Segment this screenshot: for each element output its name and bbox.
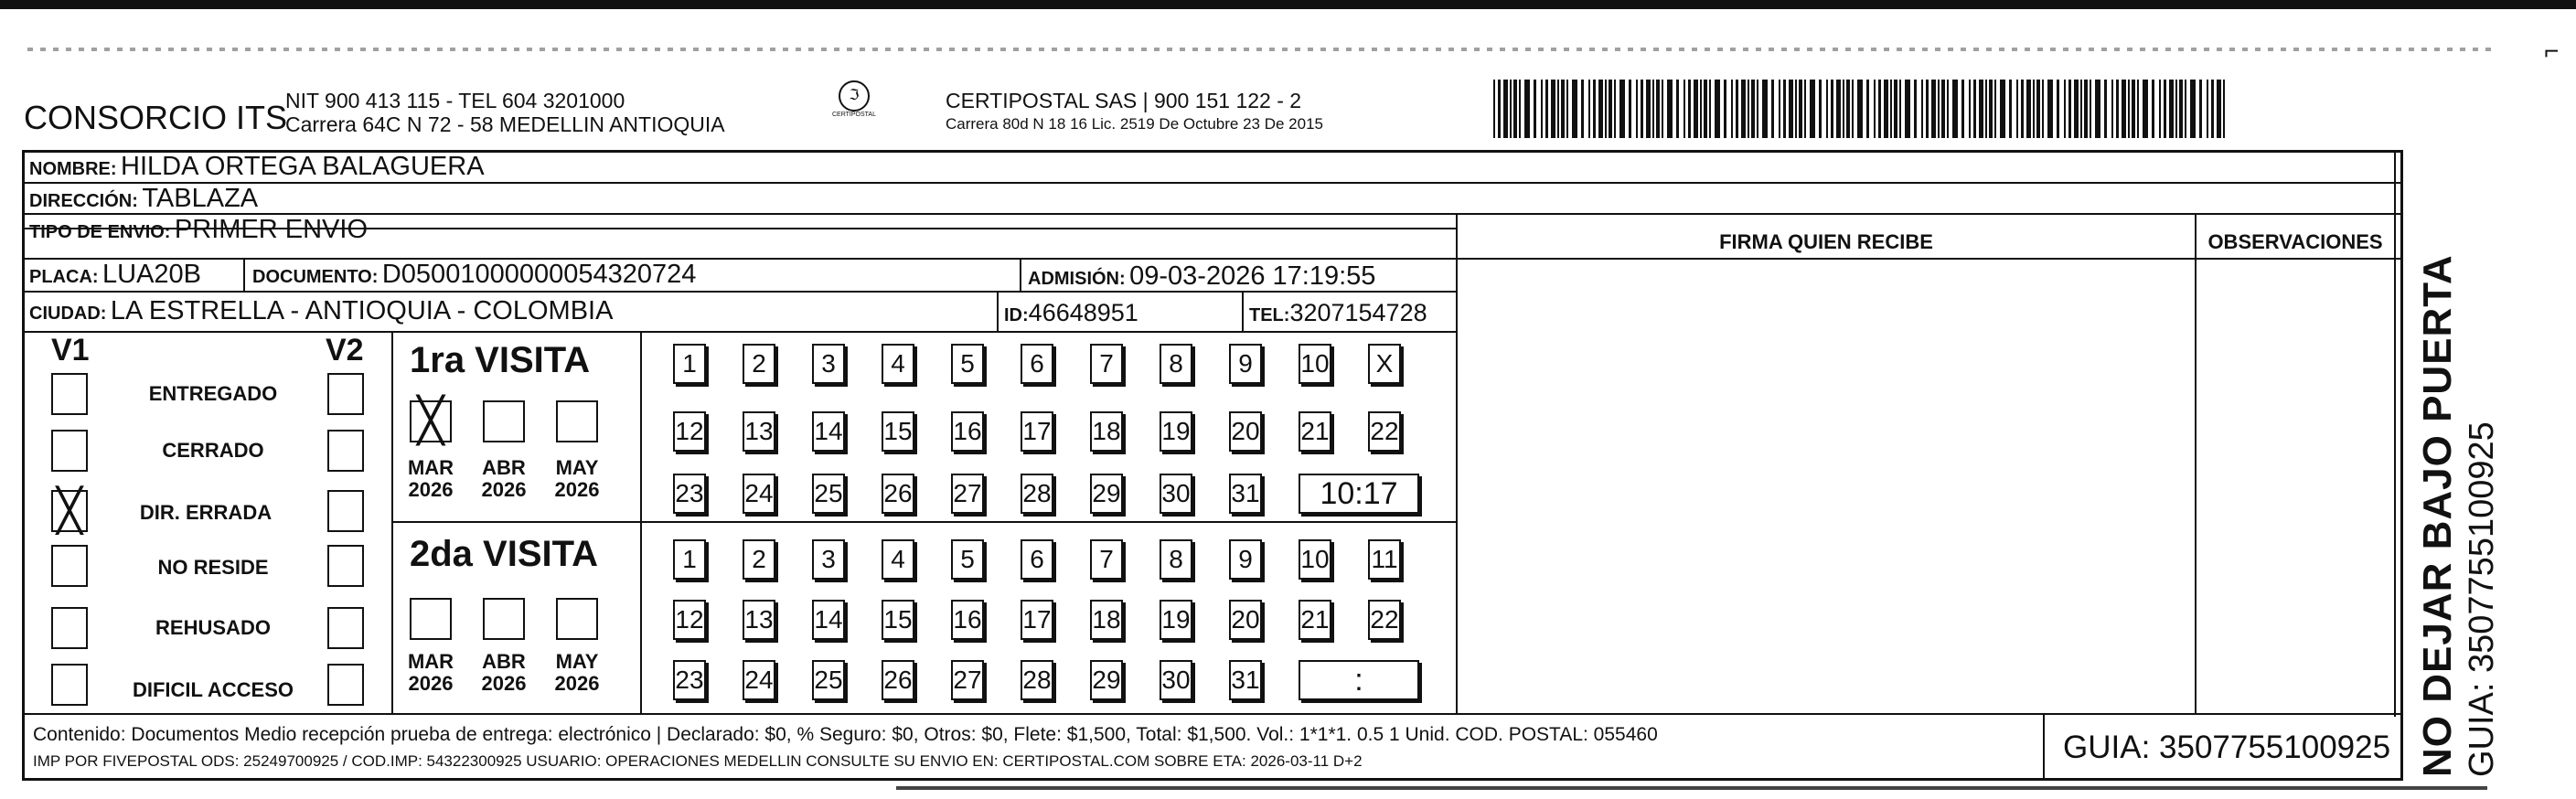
field-id <box>1004 298 1138 332</box>
admision-label: ADMISIÓN: <box>1028 269 1126 289</box>
visit-1-day-box[interactable]: 16 <box>951 411 984 452</box>
field-divider <box>1242 291 1244 331</box>
field-tel <box>1249 298 1427 332</box>
visit-1-month-mar-label <box>403 457 458 501</box>
footer-print-line: IMP POR FIVEPOSTAL ODS: 25249700925 / COD.IMP: 54322300925 USUARIO: OPERACIONES MEDELLIN CONSULTE SU ENVIO EN: CERTIPOSTAL.COM SOBRE ETA: 2026-03-11 D+2 <box>33 752 1363 770</box>
footer-divider <box>22 713 2403 715</box>
row-divider <box>22 213 2403 215</box>
visit-2-day-box[interactable]: 10 <box>1299 539 1331 580</box>
visit-2-day-box[interactable]: 8 <box>1160 539 1192 580</box>
visit-2-day-box[interactable]: 20 <box>1229 600 1262 640</box>
field-tipo-envio <box>29 216 368 248</box>
v1-checkbox-dificil-acceso[interactable] <box>51 664 88 706</box>
field-divider <box>997 291 999 331</box>
tipo-envio-label: TIPO DE ENVIO: <box>29 222 171 242</box>
firma-header: FIRMA QUIEN RECIBE <box>1719 230 1933 253</box>
footer-guia-divider <box>2043 715 2045 781</box>
month-year: 2026 <box>554 672 600 695</box>
visit-1-day-box[interactable]: 5 <box>951 344 984 384</box>
direccion-value: TABLAZA <box>142 184 259 213</box>
side-notice <box>2414 119 2502 777</box>
tipo-envio-value: PRIMER ENVIO <box>174 215 369 244</box>
placa-value: LUA20B <box>102 260 202 289</box>
footer-content-line: Contenido: Documentos Medio recepción prueba de entrega: electrónico | Declarado: $0, % Seguro: $0, Otros: $0, Flete: $1,500, Total: $1,500. Vol.: 1*1*1. 0.5 1 Unid. COD. POSTAL: 055460 <box>33 724 1658 745</box>
visit-1-day-box[interactable]: 28 <box>1021 474 1053 514</box>
placa-label: PLACA: <box>29 267 99 287</box>
visit-2-day-box[interactable]: 30 <box>1160 660 1192 700</box>
id-value: 46648951 <box>1028 299 1138 326</box>
visit-1-day-box[interactable]: 21 <box>1299 411 1331 452</box>
field-documento <box>252 260 696 293</box>
row-divider <box>22 331 1456 333</box>
month-year: 2026 <box>481 478 527 501</box>
footer-guia: GUIA: 3507755100925 <box>2063 730 2391 765</box>
tel-label: TEL: <box>1249 305 1290 325</box>
v2-checkbox-dificil-acceso[interactable] <box>327 664 364 706</box>
visit-2-month-abr-box[interactable] <box>483 598 525 640</box>
visit-1-day-box[interactable]: 20 <box>1229 411 1262 452</box>
visit-2-day-box[interactable]: 18 <box>1090 600 1123 640</box>
status-label-dir-errada: DIR. ERRADA <box>139 501 273 524</box>
visit-2-title: 2da VISITA <box>410 534 598 574</box>
sender-info <box>285 89 725 136</box>
visit-1-day-box[interactable]: X <box>1368 344 1401 384</box>
documento-label: DOCUMENTO: <box>252 267 379 287</box>
visit-2-day-box[interactable]: 31 <box>1229 660 1262 700</box>
visit-1-day-box[interactable]: 24 <box>743 474 775 514</box>
visit-2-day-box[interactable]: 16 <box>951 600 984 640</box>
visit-divider <box>640 331 642 713</box>
visit-2-day-box[interactable]: 28 <box>1021 660 1053 700</box>
visit-1-month-mar-box[interactable]: ╳ <box>410 400 452 442</box>
visit-1-day-box[interactable]: 26 <box>882 474 914 514</box>
visit-1-day-box[interactable]: 18 <box>1090 411 1123 452</box>
visit-1-day-box[interactable]: 8 <box>1160 344 1192 384</box>
documento-value: D05001000000054320724 <box>381 260 697 289</box>
v1-checkbox-dir-errada[interactable]: ╳ <box>51 490 88 532</box>
month-year: 2026 <box>408 672 454 695</box>
admision-value: 09-03-2026 17:19:55 <box>1129 261 1376 291</box>
visit-2-day-box[interactable]: 2 <box>743 539 775 580</box>
visit-2-day-box[interactable]: 21 <box>1299 600 1331 640</box>
field-admision <box>1028 261 1375 295</box>
visit-2-day-box[interactable]: 15 <box>882 600 914 640</box>
scan-artifact-line <box>27 48 2496 51</box>
visit-2-day-box[interactable]: 9 <box>1229 539 1262 580</box>
visit-2-day-box[interactable]: 5 <box>951 539 984 580</box>
visit-1-day-box[interactable]: 15 <box>882 411 914 452</box>
nombre-label: NOMBRE: <box>29 159 117 179</box>
visit-2-day-box[interactable]: 1 <box>673 539 706 580</box>
side-guia: GUIA: 3507755100925 <box>2463 421 2501 777</box>
visit-2-month-may-label <box>550 651 604 695</box>
month-name: ABR <box>482 650 526 673</box>
visit-2-day-box[interactable]: 17 <box>1021 600 1053 640</box>
nombre-value: HILDA ORTEGA BALAGUERA <box>121 152 485 181</box>
visit-1-day-box[interactable]: 7 <box>1090 344 1123 384</box>
v1-checkbox-no-reside[interactable] <box>51 545 88 587</box>
carrier-logo-icon: ℑ <box>839 80 870 112</box>
sender-brand: CONSORCIO ITS <box>24 99 288 136</box>
field-nombre <box>29 152 485 186</box>
visit-1-day-box[interactable]: 2 <box>743 344 775 384</box>
visit-2-month-mar-label <box>403 651 458 695</box>
carrier-license: Carrera 80d N 18 16 Lic. 2519 De Octubre 23 De 2015 <box>946 115 1323 133</box>
v2-header: V2 <box>326 333 364 368</box>
month-name: MAR <box>407 456 454 479</box>
id-label: ID: <box>1004 305 1029 325</box>
visit-1-day-box[interactable]: 27 <box>951 474 984 514</box>
visit-1-month-abr-box[interactable] <box>483 400 525 442</box>
visit-2-day-box[interactable]: 13 <box>743 600 775 640</box>
col-divider <box>2394 150 2396 717</box>
visit-2-time-box[interactable]: : <box>1299 660 1419 700</box>
sender-nit-tel: NIT 900 413 115 - TEL 604 3201000 <box>285 89 625 112</box>
col-divider <box>2195 213 2197 713</box>
v2-checkbox-rehusado[interactable] <box>327 607 364 649</box>
visit-1-day-box[interactable]: 3 <box>812 344 845 384</box>
month-name: MAR <box>407 650 454 673</box>
month-year: 2026 <box>554 478 600 501</box>
month-name: ABR <box>482 456 526 479</box>
visit-1-day-box[interactable]: 4 <box>882 344 914 384</box>
field-divider <box>243 258 245 291</box>
visit-2-day-box[interactable]: 3 <box>812 539 845 580</box>
bottom-edge-line <box>896 786 2487 790</box>
status-divider <box>391 331 393 713</box>
col-divider <box>1456 213 1458 713</box>
status-label-rehusado: REHUSADO <box>155 616 271 639</box>
status-label-cerrado: CERRADO <box>162 439 264 462</box>
visit-2-day-box[interactable]: 4 <box>882 539 914 580</box>
sender-address: Carrera 64C N 72 - 58 MEDELLIN ANTIOQUIA <box>285 112 725 136</box>
status-label-dificil-acceso: DIFICIL ACCESO <box>132 678 294 701</box>
v1-checkbox-entregado[interactable] <box>51 373 88 415</box>
visit-2-day-box[interactable]: 12 <box>673 600 706 640</box>
carrier-logo-text: CERTIPOSTAL <box>832 112 876 118</box>
v2-checkbox-entregado[interactable] <box>327 373 364 415</box>
visit-1-month-may-label <box>550 457 604 501</box>
no-dejar-bajo-puerta: NO DEJAR BAJO PUERTA <box>2415 254 2460 777</box>
visit-2-day-box[interactable]: 29 <box>1090 660 1123 700</box>
visit-2-day-box[interactable]: 22 <box>1368 600 1401 640</box>
v1-checkbox-cerrado[interactable] <box>51 430 88 472</box>
visit-1-day-box[interactable]: 29 <box>1090 474 1123 514</box>
month-year: 2026 <box>408 478 454 501</box>
visit-1-day-box[interactable]: 19 <box>1160 411 1192 452</box>
visit-1-time-box[interactable]: 10:17 <box>1299 474 1419 514</box>
visit-1-day-box[interactable]: 30 <box>1160 474 1192 514</box>
barcode <box>1493 80 2225 138</box>
signature-area[interactable] <box>1459 260 2193 711</box>
visit-1-day-box[interactable]: 14 <box>812 411 845 452</box>
v2-checkbox-cerrado[interactable] <box>327 430 364 472</box>
observaciones-header: OBSERVACIONES <box>2207 230 2383 253</box>
visit-1-title: 1ra VISITA <box>410 340 591 380</box>
corner-mark-icon: ⌐ <box>2544 37 2560 65</box>
v1-checkbox-rehusado[interactable] <box>51 607 88 649</box>
visit-2-day-box[interactable]: 26 <box>882 660 914 700</box>
status-label-no-reside: NO RESIDE <box>157 556 269 579</box>
v2-checkbox-dir-errada[interactable] <box>327 490 364 532</box>
visit-2-day-box[interactable]: 11 <box>1368 539 1401 580</box>
field-direccion <box>29 184 258 218</box>
visit-2-day-box[interactable]: 14 <box>812 600 845 640</box>
visit-1-month-may-box[interactable] <box>556 400 598 442</box>
visit-1-day-box[interactable]: 25 <box>812 474 845 514</box>
carrier-name-nit: CERTIPOSTAL SAS | 900 151 122 - 2 <box>946 89 1302 112</box>
visit-2-month-mar-box[interactable] <box>410 598 452 640</box>
observations-area[interactable] <box>2198 260 2392 711</box>
visit-divider <box>391 521 1456 523</box>
visit-1-day-box[interactable]: 9 <box>1229 344 1262 384</box>
month-year: 2026 <box>481 672 527 695</box>
field-divider <box>1020 258 1021 291</box>
month-name: MAY <box>555 456 599 479</box>
v1-header: V1 <box>51 333 90 368</box>
field-ciudad <box>29 296 613 330</box>
visit-2-month-may-box[interactable] <box>556 598 598 640</box>
visit-1-day-box[interactable]: 22 <box>1368 411 1401 452</box>
visit-2-day-box[interactable]: 27 <box>951 660 984 700</box>
visit-1-day-box[interactable]: 17 <box>1021 411 1053 452</box>
visit-1-day-box[interactable]: 12 <box>673 411 706 452</box>
ciudad-value: LA ESTRELLA - ANTIOQUIA - COLOMBIA <box>110 296 614 325</box>
field-placa <box>29 260 201 293</box>
visit-2-day-box[interactable]: 7 <box>1090 539 1123 580</box>
status-label-entregado: ENTREGADO <box>148 382 278 405</box>
visit-2-day-box[interactable]: 23 <box>673 660 706 700</box>
visit-2-day-box[interactable]: 6 <box>1021 539 1053 580</box>
direccion-label: DIRECCIÓN: <box>29 191 138 211</box>
visit-2-day-box[interactable]: 24 <box>743 660 775 700</box>
v2-checkbox-no-reside[interactable] <box>327 545 364 587</box>
ciudad-label: CIUDAD: <box>29 304 107 324</box>
visit-1-day-box[interactable]: 23 <box>673 474 706 514</box>
visit-1-month-abr-label <box>476 457 531 501</box>
visit-1-day-box[interactable]: 31 <box>1229 474 1262 514</box>
visit-1-day-box[interactable]: 6 <box>1021 344 1053 384</box>
visit-2-day-box[interactable]: 25 <box>812 660 845 700</box>
visit-2-day-box[interactable]: 19 <box>1160 600 1192 640</box>
visit-2-month-abr-label <box>476 651 531 695</box>
month-name: MAY <box>555 650 599 673</box>
carrier-info <box>946 89 1323 136</box>
tel-value: 3207154728 <box>1289 299 1427 326</box>
carrier-logo <box>827 80 882 144</box>
visit-1-day-box[interactable]: 13 <box>743 411 775 452</box>
visit-1-day-box[interactable]: 10 <box>1299 344 1331 384</box>
visit-1-day-box[interactable]: 1 <box>673 344 706 384</box>
top-edge-line <box>0 0 2576 9</box>
